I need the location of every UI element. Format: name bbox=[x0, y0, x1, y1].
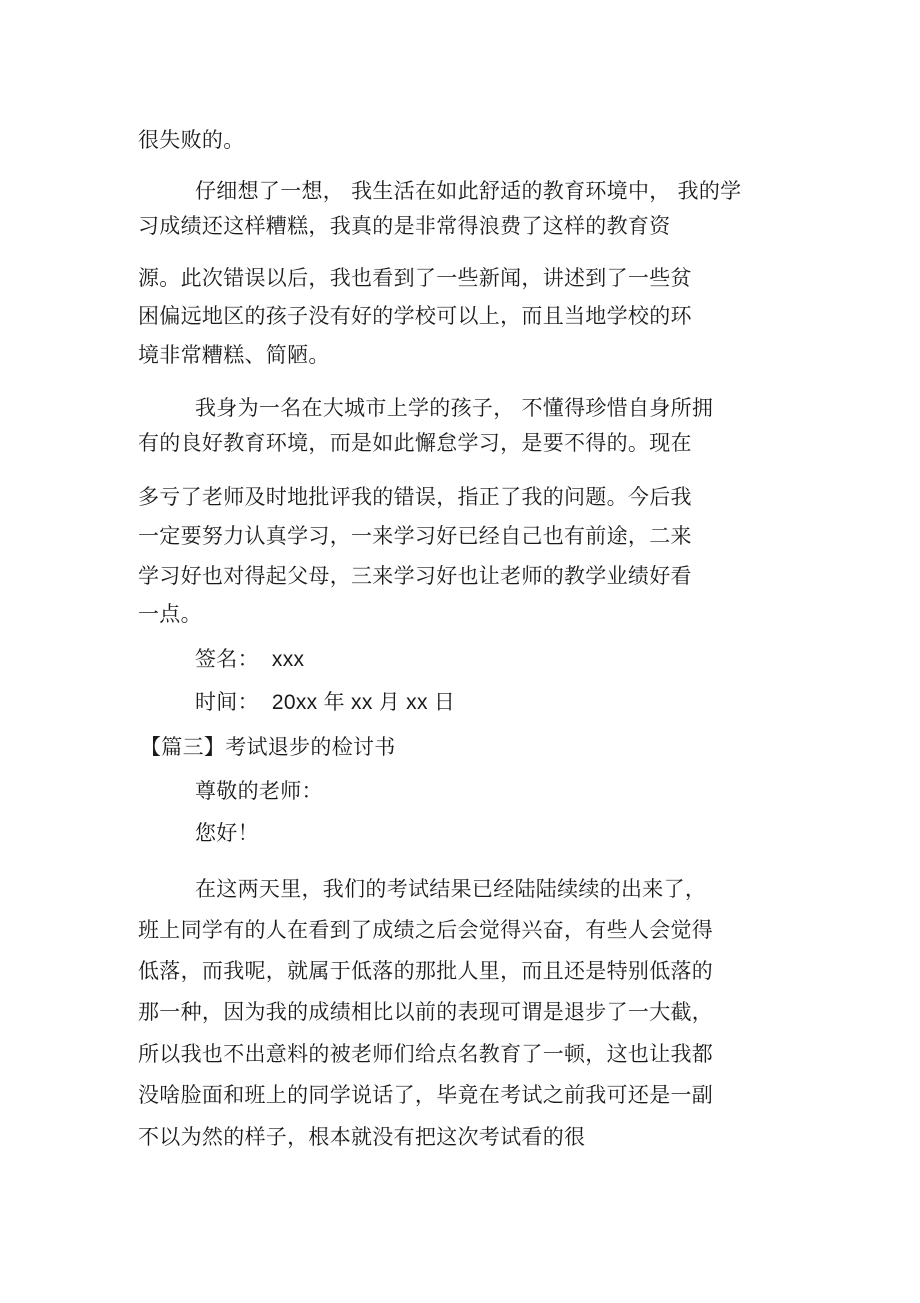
date-label: 时间： bbox=[195, 690, 259, 714]
text-line: 在这两天里，我们的考试结果已经陆陆续续的出来了， bbox=[195, 877, 707, 901]
text-line: 班上同学有的人在看到了成绩之后会觉得兴奋，有些人会觉得 bbox=[138, 918, 714, 942]
text-line: 学习好也对得起父母，三来学习好也让老师的教学业绩好看 bbox=[138, 564, 692, 588]
text-line: 不以为然的样子，根本就没有把这次考试看的很 bbox=[138, 1125, 586, 1149]
signature-line bbox=[195, 644, 304, 674]
greeting: 您好！ bbox=[195, 821, 259, 845]
salutation: 尊敬的老师： bbox=[195, 779, 323, 803]
text-line: 很失败的。 bbox=[138, 128, 245, 152]
text-line: 所以我也不出意料的被老师们给点名教育了一顿，这也让我都 bbox=[138, 1042, 714, 1066]
text-line: 那一种，因为我的成绩相比以前的表现可谓是退步了一大截， bbox=[138, 1000, 714, 1024]
text-line: 源。此次错误以后，我也看到了一些新闻，讲述到了一些贫 bbox=[138, 266, 692, 290]
text-line: 我身为一名在大城市上学的孩子， 不懂得珍惜自身所拥 bbox=[195, 396, 714, 420]
text-line: 多亏了老师及时地批评我的错误，指正了我的问题。今后我 bbox=[138, 485, 692, 509]
text-line: 困偏远地区的孩子没有好的学校可以上，而且当地学校的环 bbox=[138, 304, 692, 328]
signature-label: 签名： bbox=[195, 647, 259, 671]
signature-value: xxx bbox=[271, 648, 305, 671]
text-line: 仔细想了一想， 我生活在如此舒适的教育环境中， 我的学 bbox=[195, 179, 742, 203]
date-value: 20xx 年 xx 月 xx 日 bbox=[271, 691, 456, 714]
text-line: 低落，而我呢，就属于低落的那批人里，而且还是特别低落的 bbox=[138, 959, 714, 983]
date-line bbox=[195, 687, 455, 717]
text-line: 习成绩还这样糟糕，我真的是非常得浪费了这样的教育资 bbox=[138, 214, 671, 238]
text-line: 境非常糟糕、简陋。 bbox=[138, 343, 330, 367]
section-heading: 【篇三】考试退步的检讨书 bbox=[140, 735, 396, 759]
text-line: 有的良好教育环境，而是如此懈怠学习，是要不得的。现在 bbox=[138, 431, 692, 455]
text-line: 一点。 bbox=[138, 602, 202, 626]
text-line: 一定要努力认真学习，一来学习好已经自己也有前途，二来 bbox=[138, 524, 692, 548]
text-line: 没啥脸面和班上的同学说话了，毕竟在考试之前我可还是一副 bbox=[138, 1083, 714, 1107]
